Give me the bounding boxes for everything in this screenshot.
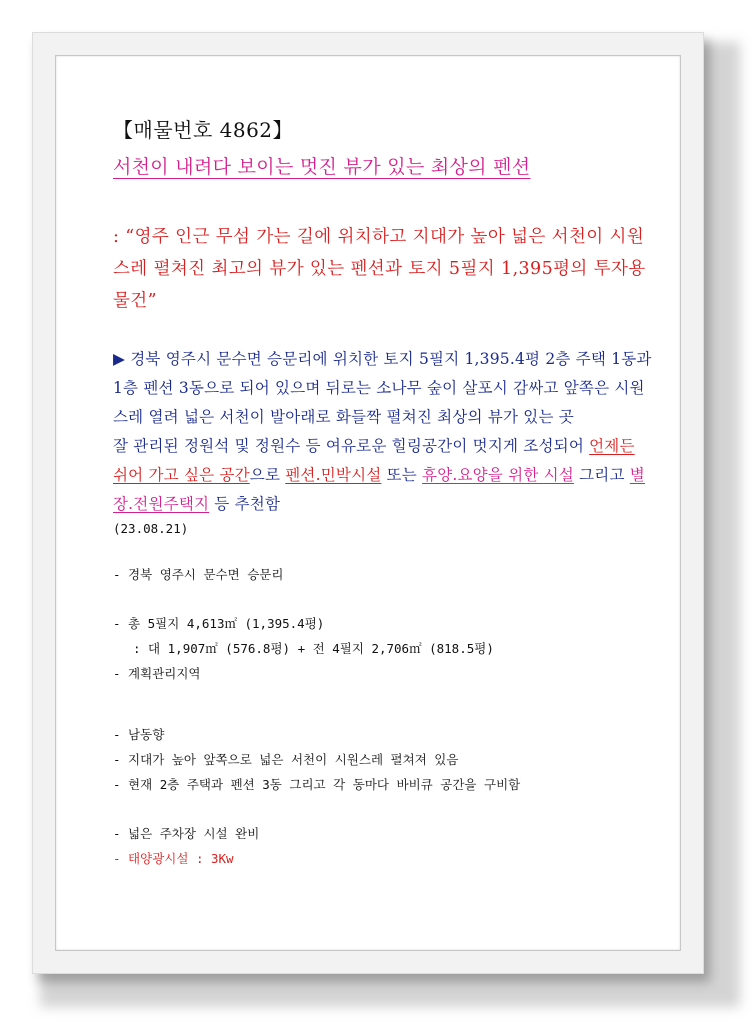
detail-zoning: - 계획관리지역	[113, 666, 201, 681]
detail-parking: - 넓은 주차장 시설 완비	[113, 826, 260, 841]
summary-text-5: 그리고	[573, 466, 630, 484]
listing-number: 【매물번호 4862】	[113, 118, 294, 142]
bullet-icon: ▶	[113, 350, 126, 368]
summary-text-6: 등 추천함	[209, 495, 281, 513]
highlight-villa: 별장.전원주택지	[113, 466, 645, 513]
summary-text-2: 잘 관리된 정원석 및 정원수 등 여유로운 힐링공간이 멋지게 조성되어	[113, 437, 590, 455]
detail-buildings: - 현재 2층 주택과 펜션 3동 그리고 각 동마다 바비큐 공간을 구비함	[113, 777, 521, 792]
listing-content	[113, 116, 653, 871]
detail-area-breakdown: : 대 1,907㎡ (576.8평) + 전 4필지 2,706㎡ (818.5평)	[133, 641, 494, 656]
listing-date: (23.08.21)	[113, 521, 189, 536]
highlight-recuperation: 휴양.요양을 위한 시설	[422, 466, 574, 484]
detail-solar: - 태양광시설 : 3Kw	[113, 851, 234, 866]
summary-text-3: 으로	[249, 466, 286, 484]
listing-details	[113, 562, 653, 871]
summary-text-1: 경북 영주시 문수면 승문리에 위치한 토지 5필지 1,395.4평 2층 주택 1동과 1층 펜션 3동으로 되어 있으며 뒤로는 소나무 숲이 살포시 감싸고 앞쪽은 시원스레 열려 넓은 서천이 발아래로 화들짝 펼쳐진 최상의 뷰가 있는 곳	[113, 350, 652, 426]
listing-summary	[113, 345, 653, 519]
detail-location: - 경북 영주시 문수면 승문리	[113, 567, 284, 582]
detail-view: - 지대가 높아 앞쪽으로 넓은 서천이 시원스레 펼쳐져 있음	[113, 752, 459, 767]
detail-area-total: - 총 5필지 4,613㎡ (1,395.4평)	[113, 616, 325, 631]
highlight-space: 언제든 쉬어 가고 싶은 공간	[113, 437, 635, 484]
detail-direction: - 남동향	[113, 727, 165, 742]
summary-text-4: 또는	[381, 466, 423, 484]
highlight-pension: 펜션.민박시설	[285, 466, 382, 484]
listing-headline: 서천이 내려다 보이는 멋진 뷰가 있는 최상의 펜션	[113, 156, 531, 178]
listing-quote: : “영주 인근 무섬 가는 길에 위치하고 지대가 높아 넓은 서천이 시원스레 펼쳐진 최고의 뷰가 있는 펜션과 토지 5필지 1,395평의 투자용 물건”	[113, 227, 646, 311]
